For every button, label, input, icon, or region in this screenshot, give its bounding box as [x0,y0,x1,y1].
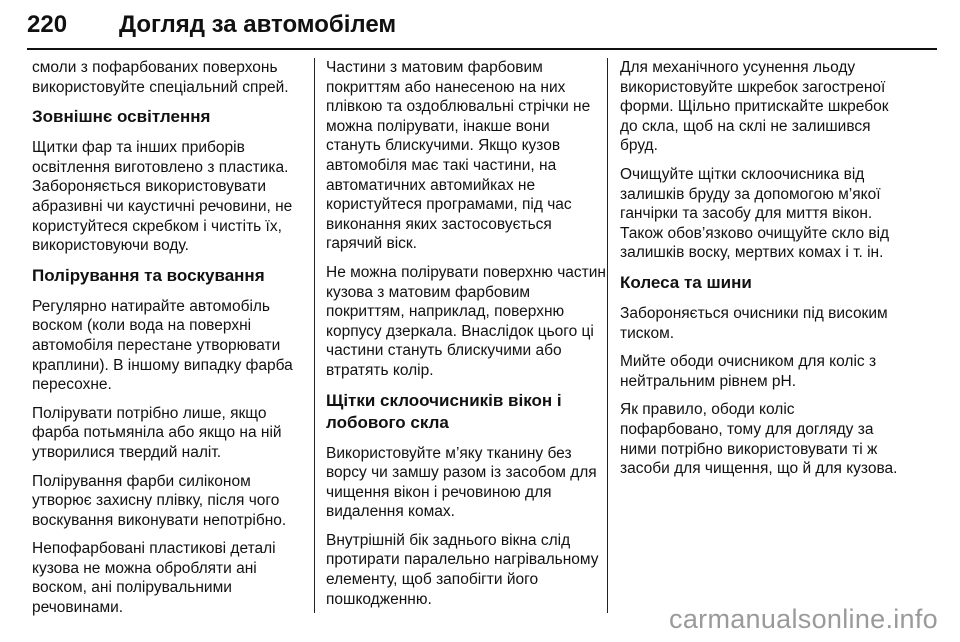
paragraph: Мийте ободи очисником для коліс з нейтральним рівнем pH. [620,353,877,390]
paragraph: Полірування фарби силіконом утворює захисну плівку, після чого воскування виконувати непотрібно. [32,472,287,529]
column-divider [314,58,315,613]
page-title: Догляд за автомобілем [119,11,397,38]
paragraph: Для механічного усунення льоду використовуйте шкребок загостреної форми. Щільно притискайте шкребок до скла, щоб на склі не залишився бруд. [620,59,889,155]
paragraph: Як правило, ободи коліс пофарбовано, тому для догляду за ними потрібно використовувати ті ж засоби для чищення, що й для кузова. [620,401,898,478]
page-number: 220 [27,11,68,38]
paragraph: Забороняється очисники під високим тиском. [620,304,888,342]
watermark: carmanualsonline.info [669,604,938,634]
paragraph: Очищуйте щітки склоочисника від залишків бруду за допомогою м’якої ганчірки та засобу для миття вікон. Також обов’язково очищуйте скло від залишків воску, мертвих комах і т. ін. [620,165,890,262]
paragraph: Полірувати потрібно лише, якщо фарба потьмяніла або якщо на ній утворилися твердий наліт. [32,404,282,461]
paragraph: Використовуйте м’яку тканину без ворсу чи замшу разом із засобом для чищення вікон і речовиною для видалення комах. [326,444,597,521]
paragraph: Не можна полірувати поверхню частин кузова з матовим фарбовим покриттям, наприклад, поверхню корпусу дзеркала. Внаслідок цього ці частини стануть блискучими або втратять колір. [326,263,606,379]
column-divider [607,58,608,613]
section-heading-polishing-waxing: Полірування та воскування [32,265,265,285]
paragraph: Регулярно натирайте автомобіль воском (коли вода на поверхні автомобіля перестане утворювати краплини). В іншому випадку фарба пересохне. [32,297,293,394]
column-2 [326,58,606,618]
paragraph: Непофарбовані пластикові деталі кузова не можна обробляти ані воском, ані полірувальними речовинами. [32,540,276,617]
paragraph: Щитки фар та інших приборів освітлення виготовлено з пластика. Забороняється використовувати абразивні чи каустичні речовини, не користуйтеся скребком і чистіть їх, використовуючи воду. [32,139,293,255]
column-1 [32,58,312,627]
section-heading-wheels-tyres: Колеса та шини [620,272,752,292]
paragraph: Внутрішній бік заднього вікна слід протирати паралельно нагрівальному елементу, щоб запобігти його пошкодженню. [326,531,599,608]
section-heading-wipers: Щітки склоочисників вікон і лобового скла [326,390,562,432]
page-header [27,10,937,50]
paragraph: Частини з матовим фарбовим покриттям або нанесеною на них плівкою та оздоблювальні стрічки не можна полірувати, інакше вони стануть блискучими. Якщо кузов автомобіля має такі частини, на автоматичних автомийках не користуйтеся програмами, під час виконання яких застосовується гарячий віск. [326,59,591,253]
section-heading-exterior-lighting: Зовнішнє освітлення [32,107,211,127]
paragraph: смоли з пофарбованих поверхонь використовуйте спеціальний спрей. [32,59,289,96]
column-3 [620,58,900,488]
header-rule [27,48,937,50]
